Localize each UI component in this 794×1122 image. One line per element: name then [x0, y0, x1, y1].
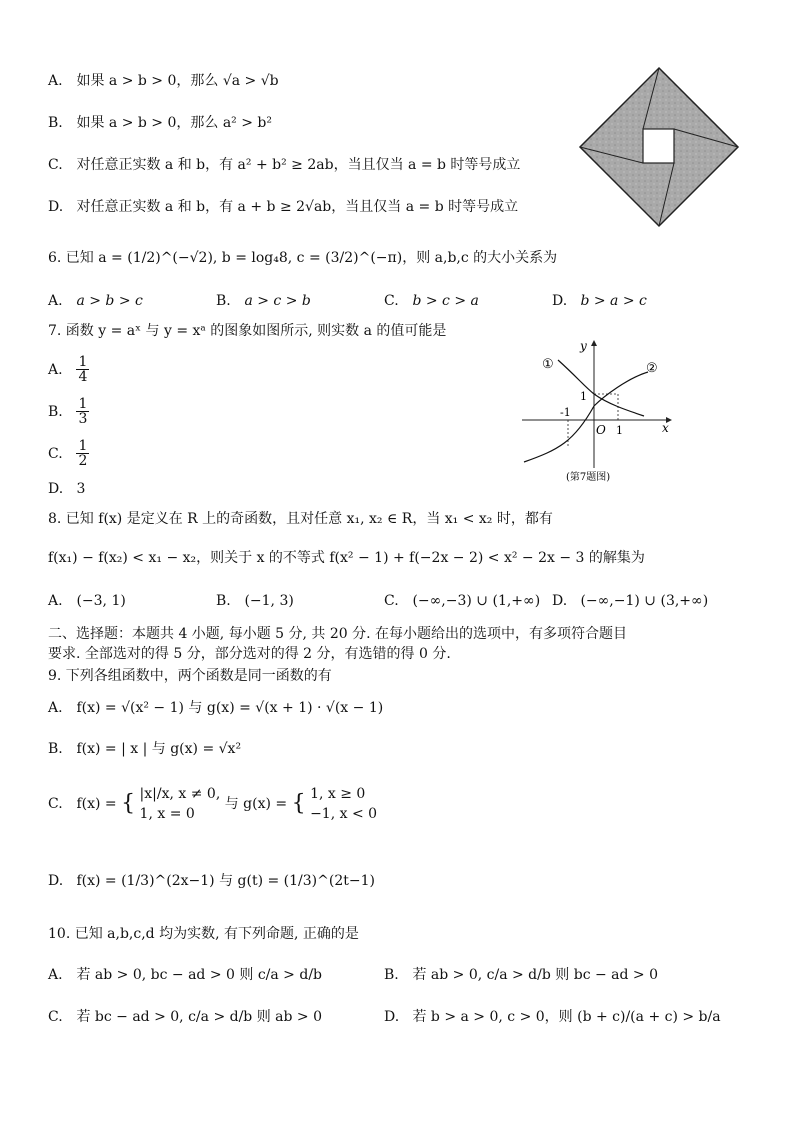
option-label: A. — [48, 967, 63, 983]
option-text: 对任意正实数 a 和 b，有 a² + b² ≥ 2ab，当且仅当 a = b 时等号成立 — [76, 157, 521, 173]
option-label: D. — [552, 593, 568, 609]
tick-label-neg1: -1 — [560, 406, 571, 419]
option-text: 若 b > a > 0, c > 0，则 (b + c)/(a + c) > b/a — [412, 1009, 721, 1025]
piece-g-2: −1, x < 0 — [310, 806, 378, 822]
denominator: 4 — [78, 369, 88, 385]
numerator: 1 — [78, 438, 88, 454]
option-label: B. — [48, 403, 63, 420]
q10-stem: 10. 已知 a,b,c,d 均为实数, 有下列命题, 正确的是 — [48, 926, 359, 942]
q8-stem-line2: f(x₁) − f(x₂) < x₁ − x₂，则关于 x 的不等式 f(x² − 1) + f(−2x − 2) < x² − 2x − 3 的解集为 — [48, 550, 645, 566]
origin-label: O — [596, 423, 606, 437]
curve-2 — [524, 372, 648, 462]
q6-option-c — [384, 292, 479, 310]
option-label: A. — [48, 73, 63, 89]
option-label: C. — [48, 796, 63, 812]
curve-1-label: ① — [542, 357, 554, 372]
q8-stem-line1: 8. 已知 f(x) 是定义在 R 上的奇函数，且对任意 x₁, x₂ ∈ R，当 x₁ < x₂ 时，都有 — [48, 511, 553, 527]
option-text: 如果 a > b > 0，那么 √a > √b — [76, 73, 279, 89]
section-2-instructions-line1: 二、选择题：本题共 4 小题, 每小题 5 分, 共 20 分. 在每小题给出的选项中，有多项符合题目 — [48, 626, 628, 642]
figure-caption: (第7题图) — [566, 472, 611, 483]
curve-1 — [558, 360, 644, 416]
option-text: 3 — [76, 481, 86, 497]
q8-option-c — [384, 592, 540, 610]
q5-option-c — [48, 156, 520, 174]
option-label: C. — [384, 593, 399, 609]
q6-option-a — [48, 292, 143, 310]
curve-2-label: ② — [646, 361, 658, 376]
option-text: 若 bc − ad > 0, c/a > d/b 则 ab > 0 — [76, 1009, 323, 1025]
option-label: B. — [384, 967, 399, 983]
option-label: C. — [48, 1009, 63, 1025]
option-text: f(x) = | x | 与 g(x) = √x² — [76, 741, 242, 757]
option-label: A. — [48, 293, 63, 309]
option-label: A. — [48, 361, 63, 378]
option-text: 对任意正实数 a 和 b，有 a + b ≥ 2√ab，当且仅当 a = b 时等号成立 — [76, 199, 519, 215]
piece-g-1: 1, x ≥ 0 — [310, 786, 366, 802]
brace: { — [291, 791, 306, 816]
denominator: 2 — [78, 453, 88, 469]
zhao-shuang-square-figure — [578, 66, 740, 228]
option-text: a > c > b — [244, 293, 311, 309]
q9-option-d — [48, 872, 375, 890]
option-text: f(x) = √(x² − 1) 与 g(x) = √(x + 1) · √(x − 1) — [76, 700, 384, 716]
q9-option-b — [48, 740, 241, 758]
tick-label-1-x: 1 — [616, 424, 623, 437]
y-axis-label: y — [580, 339, 587, 353]
option-text: 若 ab > 0, c/a > d/b 则 bc − ad > 0 — [412, 967, 659, 983]
q10-option-a — [48, 966, 322, 984]
tick-label-1-y: 1 — [580, 390, 587, 403]
q7-stem: 7. 函数 y = aˣ 与 y = xᵃ 的图象如图所示, 则实数 a 的值可能是 — [48, 323, 447, 339]
q5-option-a — [48, 72, 279, 90]
option-text: a > b > c — [76, 293, 143, 309]
numerator: 1 — [78, 396, 88, 412]
piece-f-1: |x|/x, x ≠ 0, — [139, 786, 221, 802]
option-text: (−3, 1) — [76, 593, 126, 609]
option-text: b > a > c — [580, 293, 647, 309]
q9-option-a — [48, 699, 383, 717]
option-text: (−∞,−3) ∪ (1,+∞) — [412, 593, 541, 609]
numerator: 1 — [78, 354, 88, 370]
inner-square — [643, 129, 674, 163]
q7-graph-figure — [518, 338, 680, 486]
q6-option-b — [216, 292, 311, 310]
f-of-x: f(x) = — [76, 796, 117, 812]
option-label: D. — [384, 1009, 400, 1025]
option-label: A. — [48, 700, 63, 716]
section-2-instructions-line2: 要求. 全部选对的得 5 分，部分选对的得 2 分，有选错的得 0 分. — [48, 646, 451, 662]
q7-option-b — [48, 397, 89, 426]
option-label: D. — [48, 199, 64, 215]
fraction — [76, 397, 89, 426]
fraction — [76, 439, 89, 468]
y-axis-arrow — [591, 340, 597, 346]
connector: 与 g(x) = — [224, 796, 288, 812]
q9-option-c — [48, 784, 377, 834]
q5-option-d — [48, 198, 518, 216]
q10-option-b — [384, 966, 658, 984]
q6-option-d — [552, 292, 647, 310]
q6-stem: 6. 已知 a = (1/2)^(−√2), b = log₄8, c = (3/2)^(−π)，则 a,b,c 的大小关系为 — [48, 250, 558, 266]
q8-option-a — [48, 592, 126, 610]
option-text: (−∞,−1) ∪ (3,+∞) — [580, 593, 709, 609]
option-label: D. — [48, 873, 64, 889]
q7-option-a — [48, 355, 89, 384]
option-text: 如果 a > b > 0，那么 a² > b² — [76, 115, 272, 131]
q8-option-d — [552, 592, 708, 610]
option-text: b > c > a — [412, 293, 479, 309]
piece-f-2: 1, x = 0 — [139, 806, 195, 822]
q7-option-d — [48, 480, 85, 498]
fraction — [76, 355, 89, 384]
option-label: B. — [216, 593, 231, 609]
q10-option-c — [48, 1008, 322, 1026]
option-text: (−1, 3) — [244, 593, 294, 609]
option-label: C. — [384, 293, 399, 309]
option-label: C. — [48, 445, 63, 462]
option-label: B. — [216, 293, 231, 309]
option-label: A. — [48, 593, 63, 609]
option-label: C. — [48, 157, 63, 173]
q10-option-d — [384, 1008, 721, 1026]
option-label: D. — [48, 481, 64, 497]
denominator: 3 — [78, 411, 88, 427]
q5-option-b — [48, 114, 272, 132]
x-axis-label: x — [662, 421, 669, 435]
piecewise-f — [140, 784, 221, 824]
option-text: 若 ab > 0, bc − ad > 0 则 c/a > d/b — [76, 967, 323, 983]
q7-option-c — [48, 439, 89, 468]
q9-stem: 9. 下列各组函数中，两个函数是同一函数的有 — [48, 668, 332, 684]
piecewise-g — [310, 784, 377, 824]
option-label: D. — [552, 293, 568, 309]
brace: { — [121, 791, 136, 816]
option-label: B. — [48, 115, 63, 131]
q8-option-b — [216, 592, 294, 610]
option-text: f(x) = (1/3)^(2x−1) 与 g(t) = (1/3)^(2t−1) — [76, 873, 375, 889]
option-label: B. — [48, 741, 63, 757]
